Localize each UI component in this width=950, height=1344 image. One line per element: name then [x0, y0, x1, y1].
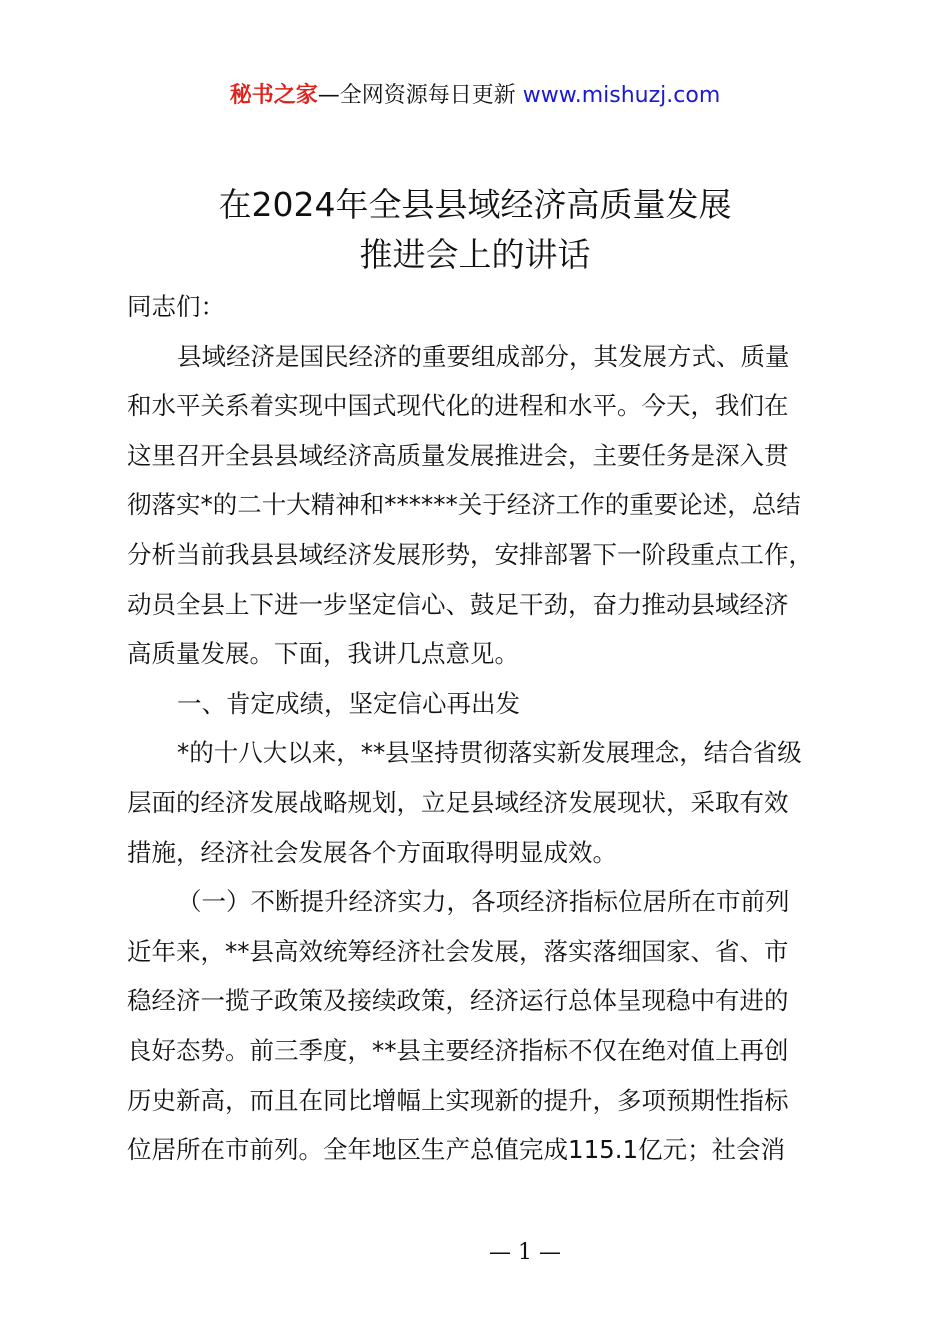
title-line-1: 在2024年全县县域经济高质量发展 — [218, 185, 732, 224]
body-line: 县域经济是国民经济的重要组成部分，其发展方式、质量 — [177, 341, 790, 371]
subsection-heading: （一）不断提升经济实力，各项经济指标位居所在市前列 — [177, 887, 790, 917]
section-heading: 一、肯定成绩，坚定信心再出发 — [177, 688, 520, 718]
body-line: 措施，经济社会发展各个方面取得明显成效。 — [127, 837, 617, 867]
site-brand: 秘书之家 — [229, 83, 318, 108]
document-title — [0, 180, 950, 280]
body-line: 和水平关系着实现中国式现代化的进程和水平。今天，我们在 — [127, 391, 789, 421]
body-line: 良好态势。前三季度，**县主要经济指标不仅在绝对值上再创 — [127, 1035, 789, 1065]
body-line: 动员全县上下进一步坚定信心、鼓足干劲，奋力推动县域经济 — [127, 589, 789, 619]
body-line: 分析当前我县县域经济发展形势，安排部署下一阶段重点工作， — [127, 539, 813, 569]
body-line: 高质量发展。下面，我讲几点意见。 — [127, 639, 519, 669]
page-number: — 1 — — [489, 1240, 561, 1265]
site-tagline: —全网资源每日更新 — [317, 83, 516, 108]
body-line: 层面的经济发展战略规划，立足县域经济发展现状，采取有效 — [127, 787, 789, 817]
body-line: 近年来，**县高效统筹经济社会发展，落实落细国家、省、市 — [127, 936, 789, 966]
body-line: 位居所在市前列。全年地区生产总值完成115.1亿元；社会消 — [127, 1135, 786, 1165]
salutation: 同志们： — [127, 292, 225, 321]
body-line: 这里召开全县县域经济高质量发展推进会，主要任务是深入贯 — [127, 440, 789, 470]
site-url-link[interactable]: www.mishuzj.com — [522, 83, 721, 108]
title-line-2: 推进会上的讲话 — [359, 235, 591, 274]
site-header — [0, 80, 950, 112]
document-body — [127, 282, 832, 1175]
body-line: 稳经济一揽子政策及接续政策，经济运行总体呈现稳中有进的 — [127, 986, 789, 1016]
body-line: 彻落实*的二十大精神和******关于经济工作的重要论述，总结 — [127, 490, 801, 520]
body-line: *的十八大以来，**县坚持贯彻落实新发展理念，结合省级 — [177, 738, 802, 768]
body-line: 历史新高，而且在同比增幅上实现新的提升，多项预期性指标 — [127, 1085, 789, 1115]
